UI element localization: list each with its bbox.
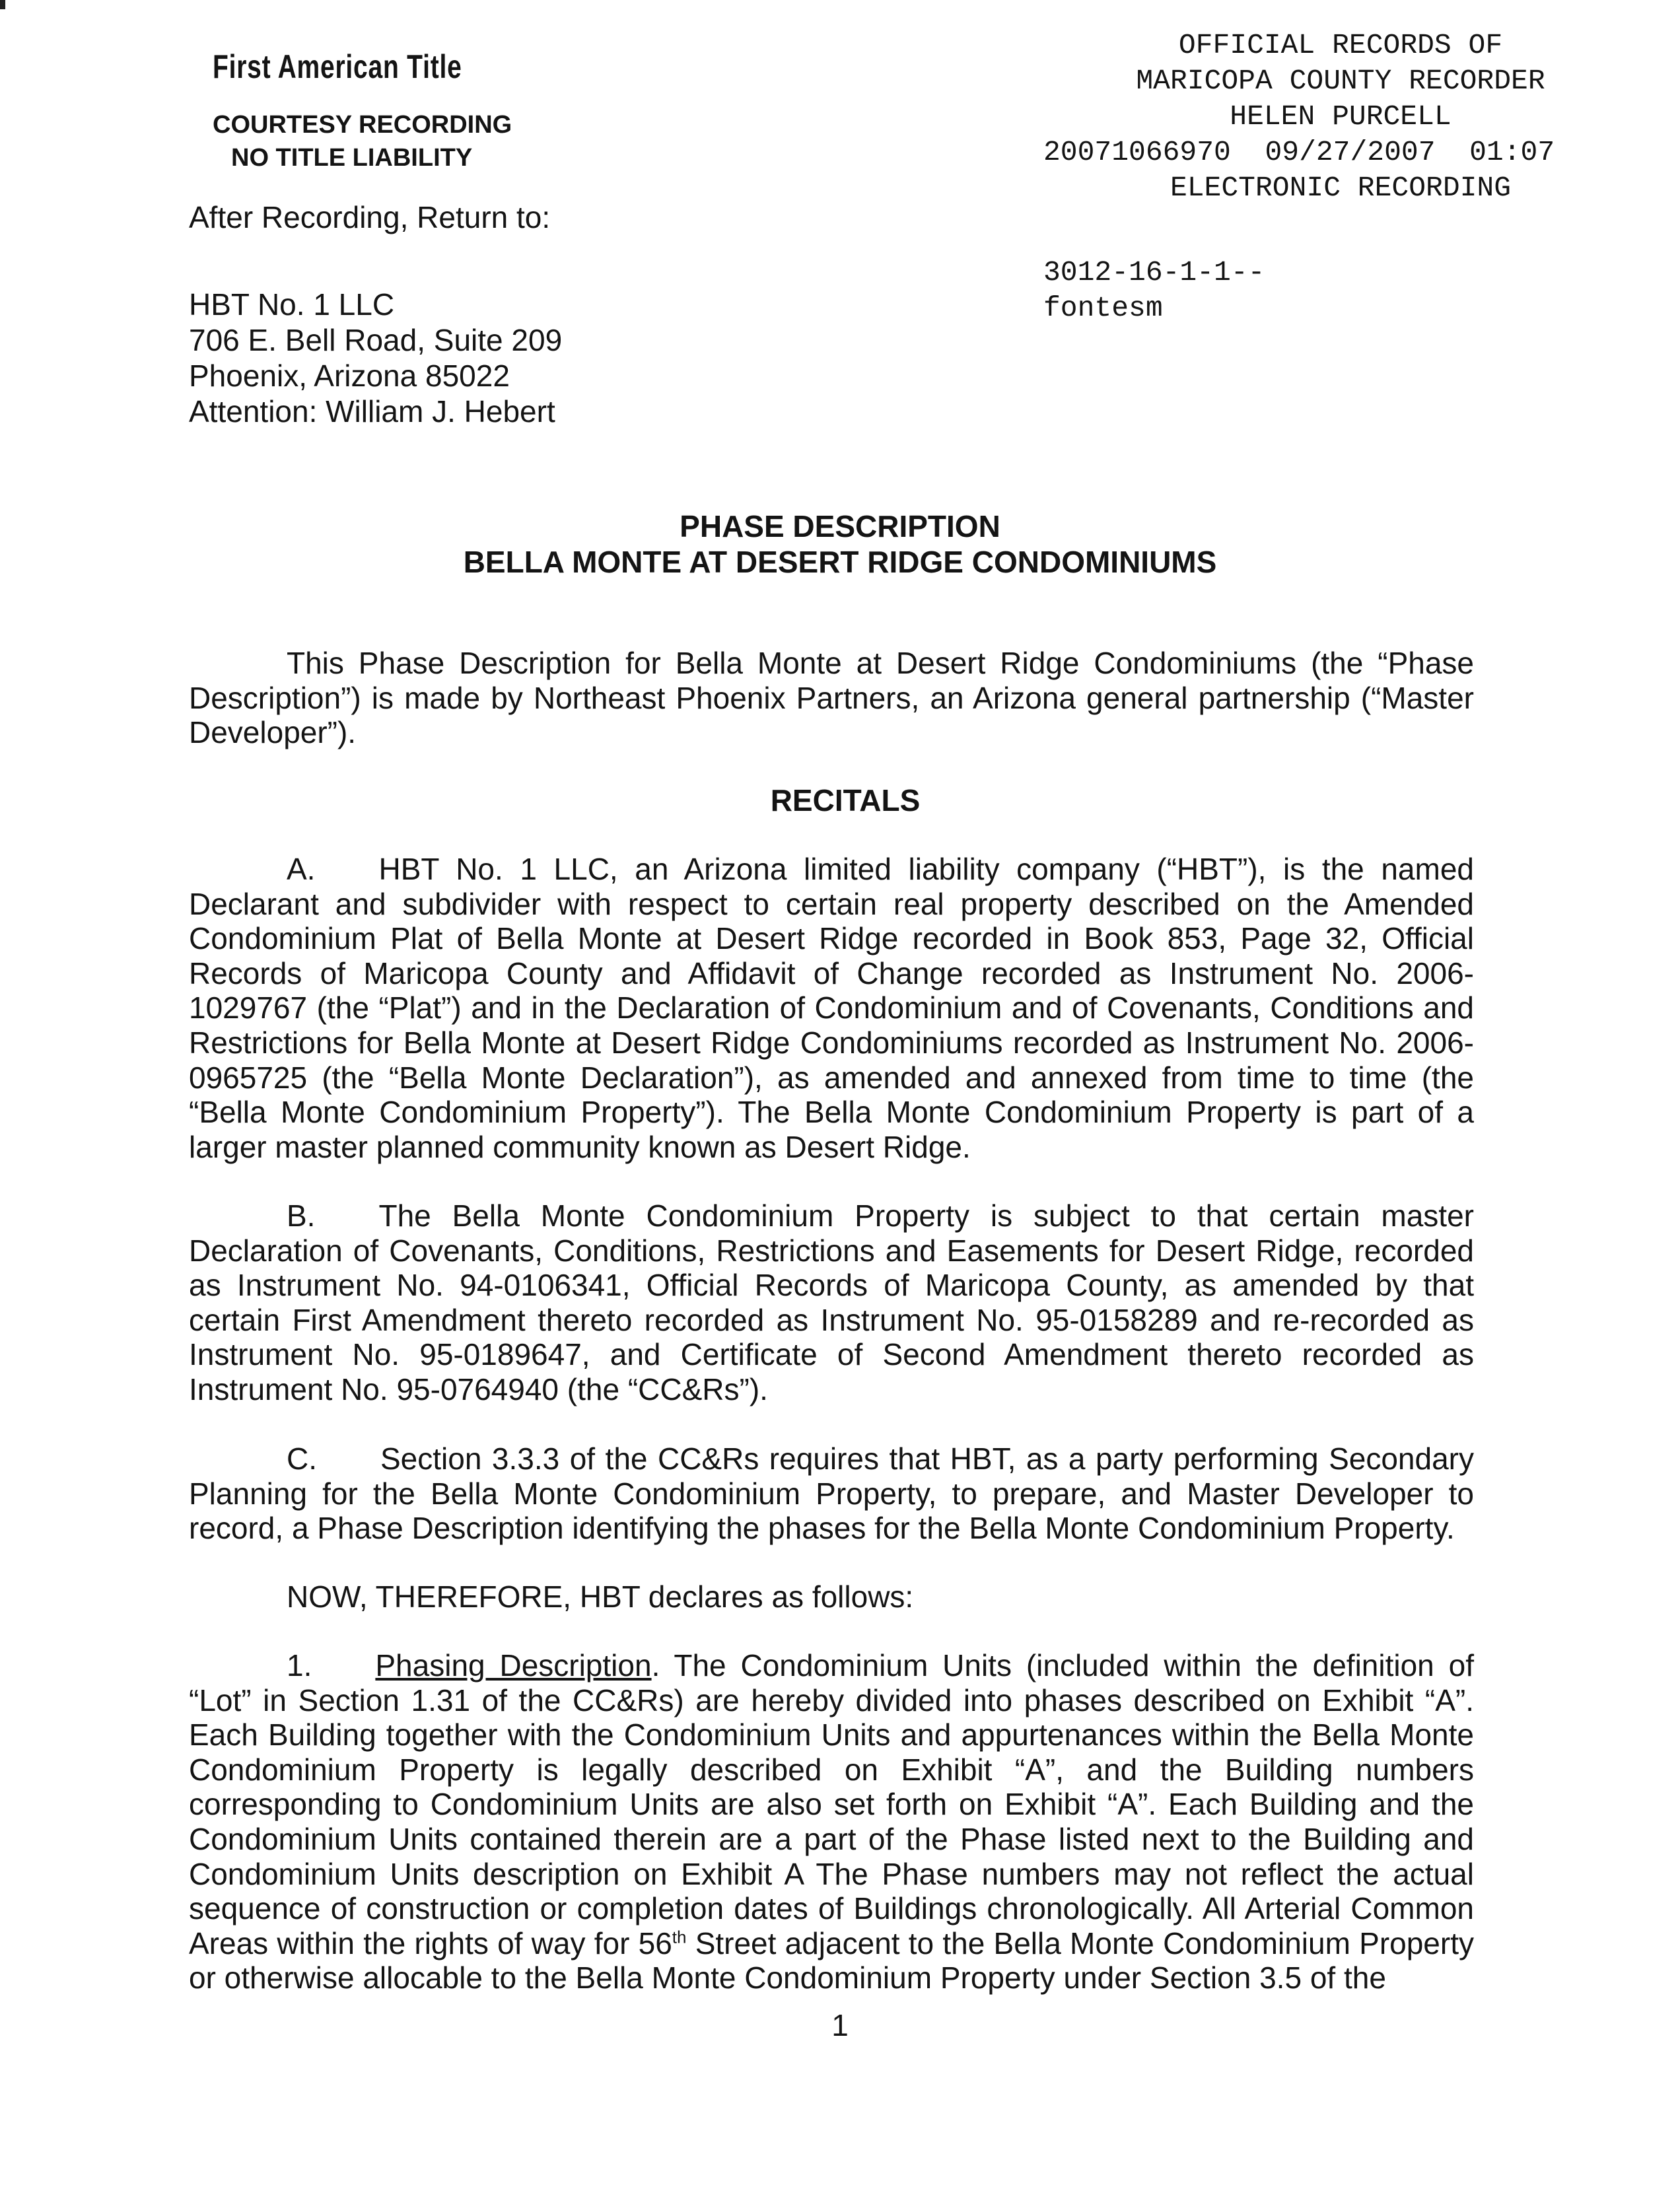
stamp-brand: First American Title bbox=[213, 48, 462, 85]
return-name: HBT No. 1 LLC bbox=[189, 287, 395, 322]
recorder-line-5: ELECTRONIC RECORDING bbox=[1170, 172, 1512, 204]
section-1 bbox=[189, 1648, 1474, 1996]
return-city: Phoenix, Arizona 85022 bbox=[189, 359, 510, 393]
document-subtitle: BELLA MONTE AT DESERT RIDGE CONDOMINIUMS bbox=[463, 545, 1217, 579]
recital-b-label: B. bbox=[287, 1198, 316, 1233]
section-1-heading: Phasing Description bbox=[375, 1648, 652, 1683]
now-therefore-paragraph bbox=[189, 1580, 1474, 1614]
recording-code: 3012-16-1-1-- bbox=[1043, 256, 1265, 289]
recital-b-text: The Bella Monte Condominium Property is subject to that certain master Declaration of Covenants, Conditions, Restrictions and Easements for Desert Ridge, recorded as Instrument No. 94-0106341, Official Records of Maricopa County, as amended by that certain First Amendment thereto recorded as Instrument No. 95-0158289 and re-recorded as Instrument No. 95-0189647, and Certificate of Second Amendment thereto recorded as Instrument No. 95-0764940 (the “CC&Rs”). bbox=[189, 1198, 1474, 1406]
section-1-number: 1. bbox=[287, 1648, 312, 1683]
now-therefore-text: NOW, THEREFORE, HBT declares as follows: bbox=[287, 1580, 914, 1614]
section-1-text-b: Street adjacent to the Bella Monte Condominium Property or otherwise allocable to the Bella Monte Condominium Property under Section 3.5 of the bbox=[189, 1926, 1474, 1996]
section-1-ordinal-suffix: th bbox=[672, 1927, 687, 1947]
stamp-no-title-liability: NO TITLE LIABILITY bbox=[231, 144, 473, 172]
recital-c-text: Section 3.3.3 of the CC&Rs requires that HBT, as a party performing Secondary Planning for the Bella Monte Condominium Property, to prepare, and Master Developer to record, a Phase Description identifying the phases for the Bella Monte Condominium Property. bbox=[189, 1441, 1474, 1546]
recorder-stamp bbox=[1043, 28, 1638, 326]
recorder-line-1: OFFICIAL RECORDS OF bbox=[1178, 29, 1503, 61]
return-street: 706 E. Bell Road, Suite 209 bbox=[189, 323, 563, 357]
recital-a-label: A. bbox=[287, 852, 316, 886]
recital-c-label: C. bbox=[287, 1441, 317, 1476]
recital-a-text: HBT No. 1 LLC, an Arizona limited liability company (“HBT”), is the named Declarant and subdivider with respect to certain real property described on the Amended Condominium Plat of Bella Monte at Desert Ridge recorded in Book 853, Page 32, Official Records of Maricopa County and Affidavit of Change recorded as Instrument No. 2006-1029767 (the “Plat”) and in the Declaration of Condominium and of Covenants, Conditions and Restrictions for Bella Monte at Desert Ridge Condominiums recorded as Instrument No. 2006-0965725 (the “Bella Monte Declaration”), as amended and annexed from time to time (the “Bella Monte Condominium Property”). The Bella Monte Condominium Property is part of a larger master planned community known as Desert Ridge. bbox=[189, 852, 1474, 1164]
recording-user: fontesm bbox=[1043, 292, 1163, 324]
scan-mark bbox=[0, 0, 5, 9]
intro-paragraph bbox=[189, 646, 1474, 750]
intro-text: This Phase Description for Bella Monte at Desert Ridge Condominiums (the “Phase Description”) is made by Northeast Phoenix Partners, an Arizona general partnership (“Master Developer”). bbox=[189, 646, 1474, 750]
recital-b bbox=[189, 1198, 1474, 1407]
stamp-courtesy-recording: COURTESY RECORDING bbox=[213, 111, 512, 139]
recorder-line-3: HELEN PURCELL bbox=[1230, 100, 1452, 133]
recitals-heading: RECITALS bbox=[770, 783, 921, 817]
section-1-text-a: . The Condominium Units (included within the definition of “Lot” in Section 1.31 of the CC&Rs) are hereby divided into phases described on Exhibit “A”. Each Building together with the Condominium Units and appurtenances within the Bella Monte Condominium Property is legally described on Exhibit “A”, and the Building numbers corresponding to Condominium Units are also set forth on Exhibit “A”. Each Building and the Condominium Units contained therein are a part of the Phase listed next to the Building and Condominium Units description on Exhibit A The Phase numbers may not reflect the actual sequence of construction or completion dates of Buildings chronologically. All Arterial Common Areas within the rights of way for 56 bbox=[189, 1648, 1474, 1961]
recital-c bbox=[189, 1441, 1474, 1546]
return-address-block bbox=[189, 199, 562, 429]
return-attention: Attention: William J. Hebert bbox=[189, 394, 555, 429]
page-number: 1 bbox=[831, 2008, 849, 2042]
recorder-line-2: MARICOPA COUNTY RECORDER bbox=[1136, 65, 1545, 97]
recording-number-date: 20071066970 09/27/2007 01:07 bbox=[1043, 136, 1555, 168]
document-title: PHASE DESCRIPTION bbox=[680, 509, 1000, 543]
recital-a bbox=[189, 852, 1474, 1164]
return-heading: After Recording, Return to: bbox=[189, 200, 551, 234]
